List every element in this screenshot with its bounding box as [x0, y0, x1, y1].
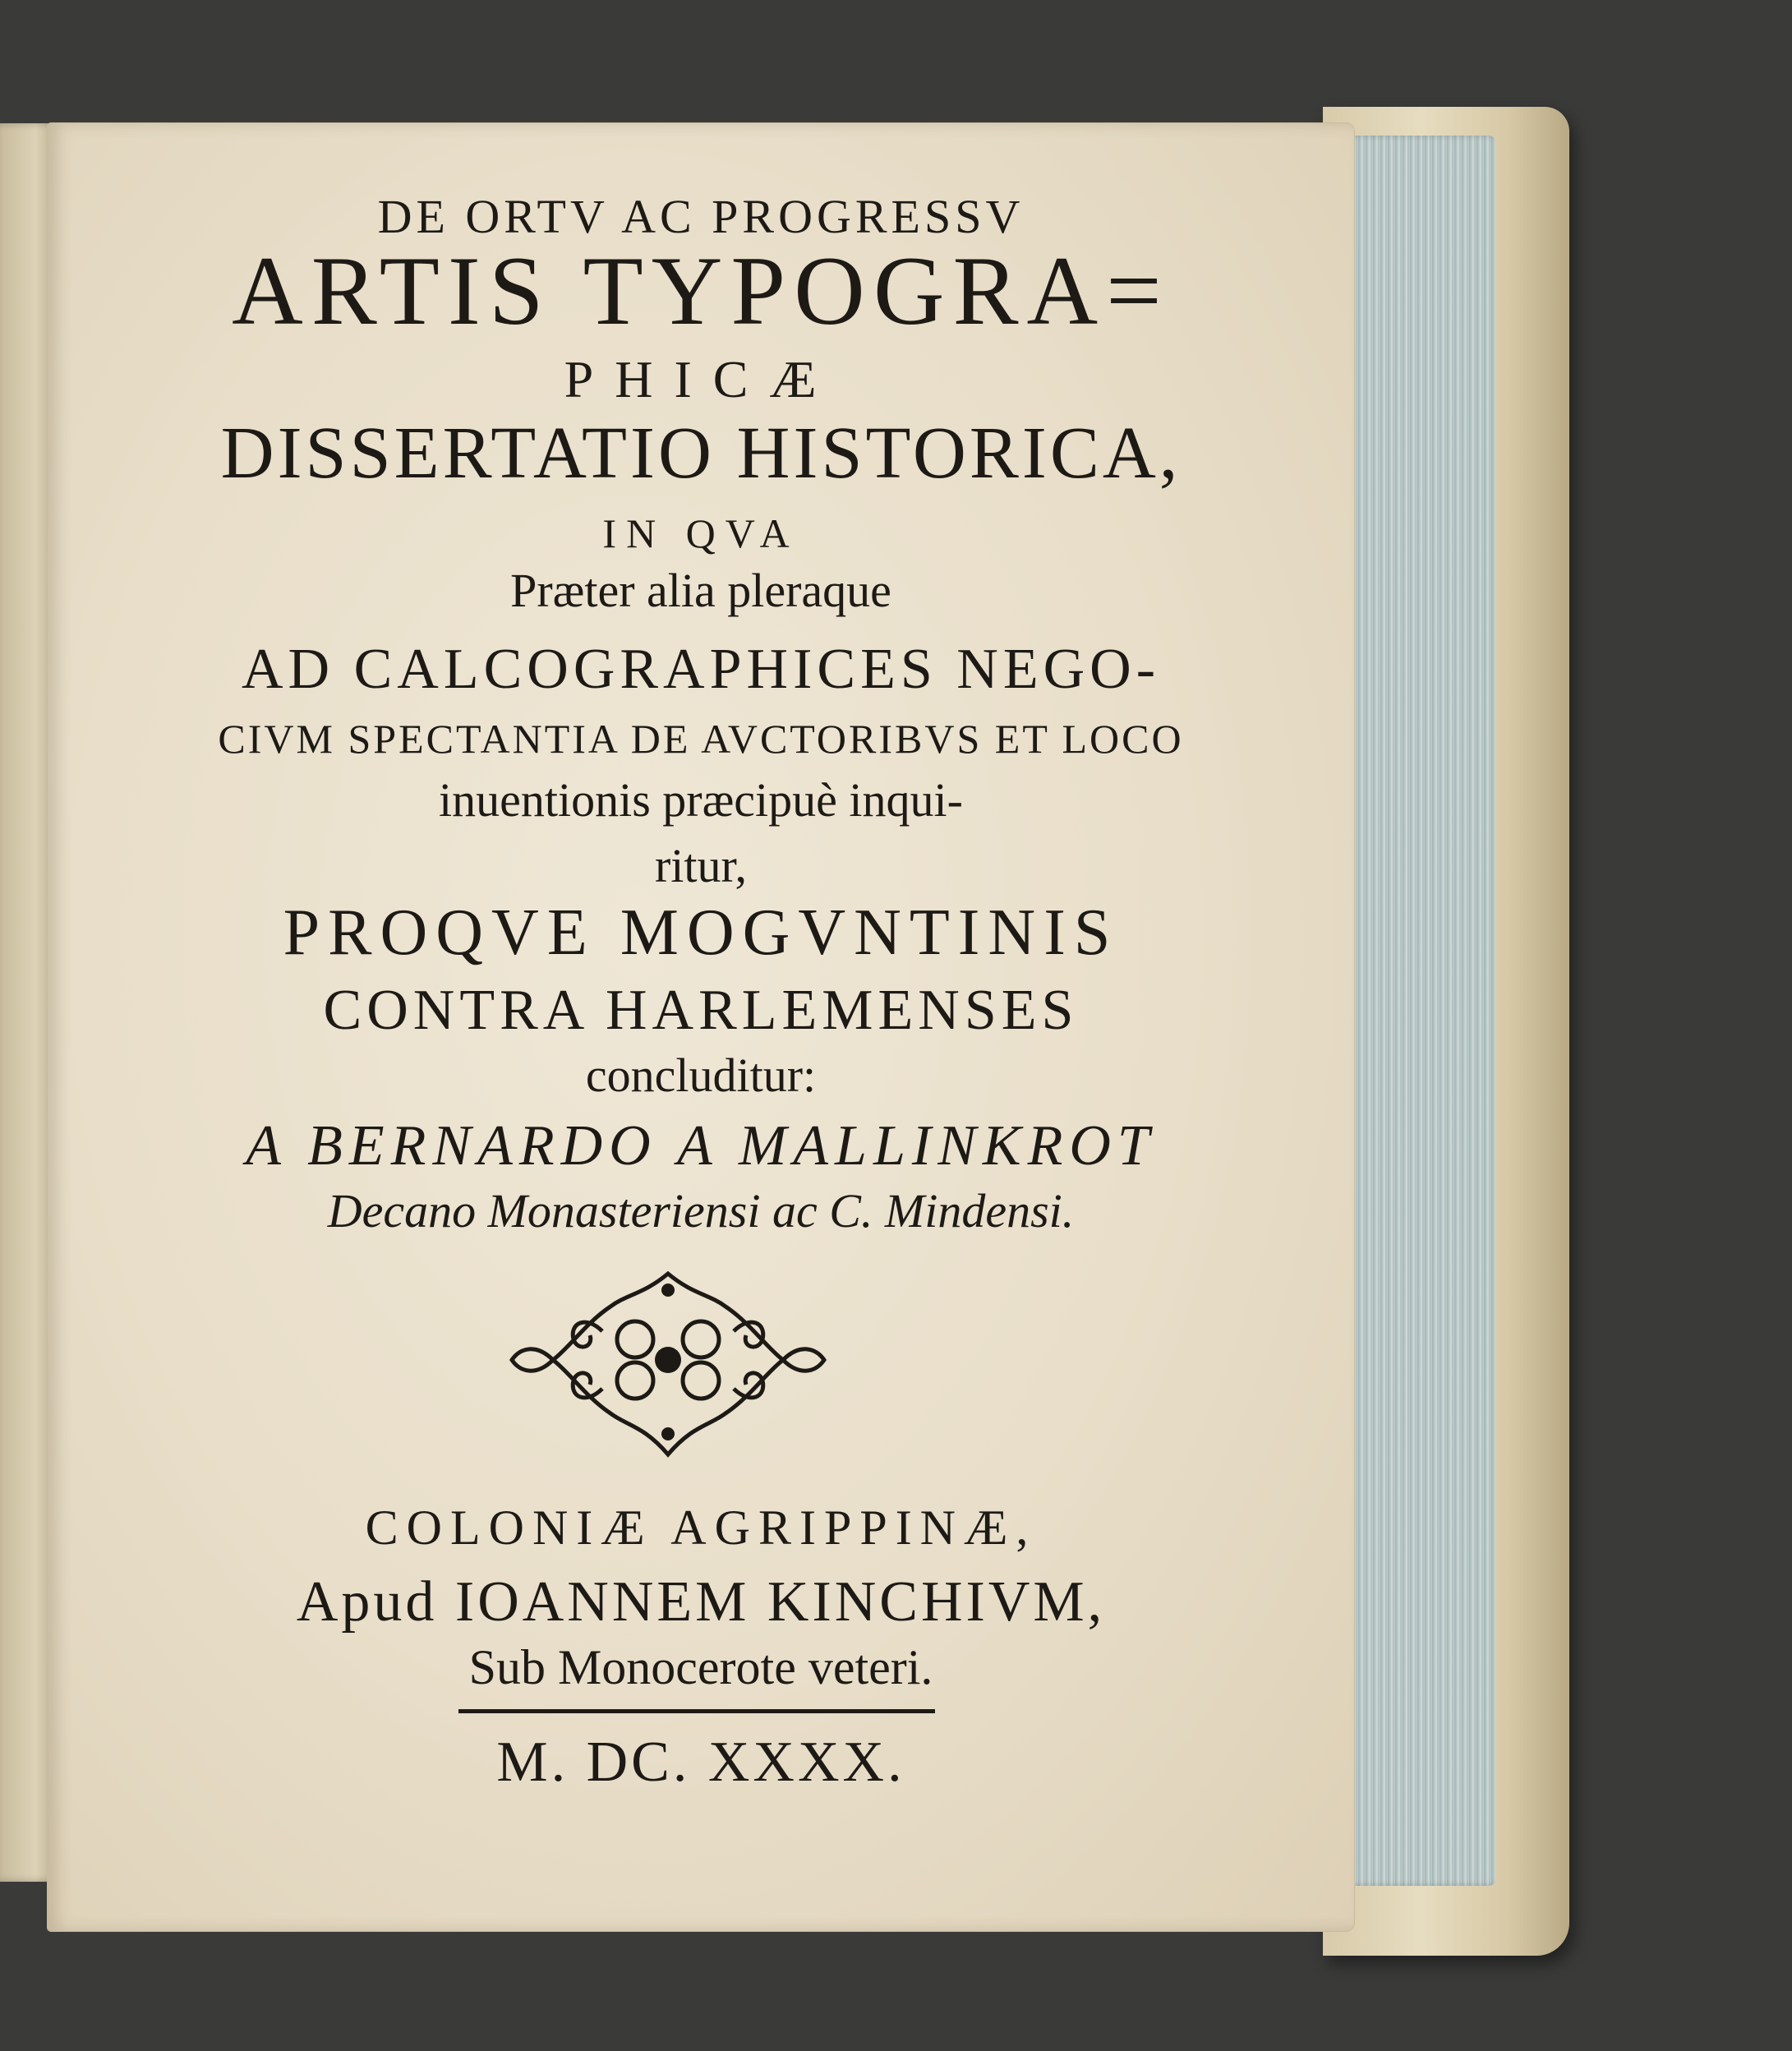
- title-line-11: PROQVE MOGVNTINIS: [283, 896, 1119, 969]
- title-line-12: CONTRA HARLEMENSES: [323, 979, 1079, 1042]
- title-line-13: concluditur:: [585, 1049, 817, 1102]
- title-line-10: ritur,: [654, 839, 748, 892]
- imprint-sign: Sub Monocerote veteri.: [468, 1640, 933, 1694]
- imprint-printer: Apud IOANNEM KINCHIVM,: [296, 1570, 1106, 1634]
- imprint-place: COLONIÆ AGRIPPINÆ,: [365, 1500, 1037, 1555]
- author-title-line: Decano Monasteriensi ac C. Mindensi.: [327, 1184, 1075, 1238]
- imprint-rule: [458, 1709, 935, 1713]
- title-line-4: DISSERTATIO HISTORICA,: [220, 413, 1182, 494]
- page-fore-edge: [1343, 136, 1495, 1886]
- printers-ornament-icon: [504, 1257, 832, 1471]
- title-line-2: ARTIS TYPOGRA=: [232, 236, 1170, 345]
- title-line-8: CIVM SPECTANTIA DE AVCTORIBVS ET LOCO: [218, 716, 1184, 762]
- title-line-7: AD CALCOGRAPHICES NEGO-: [241, 638, 1161, 701]
- author-line: A BERNARDO A MALLINKROT: [246, 1114, 1156, 1178]
- title-line-9: inuentionis præcipuè inqui-: [439, 773, 963, 827]
- title-line-3: PHICÆ: [564, 350, 838, 408]
- title-line-5: IN QVA: [602, 510, 799, 556]
- title-page: [48, 123, 1354, 1931]
- imprint-year: M. DC. XXXX.: [496, 1731, 905, 1794]
- title-line-1: DE ORTV AC PROGRESSV: [377, 190, 1025, 243]
- title-line-6: Præter alia pleraque: [510, 564, 891, 617]
